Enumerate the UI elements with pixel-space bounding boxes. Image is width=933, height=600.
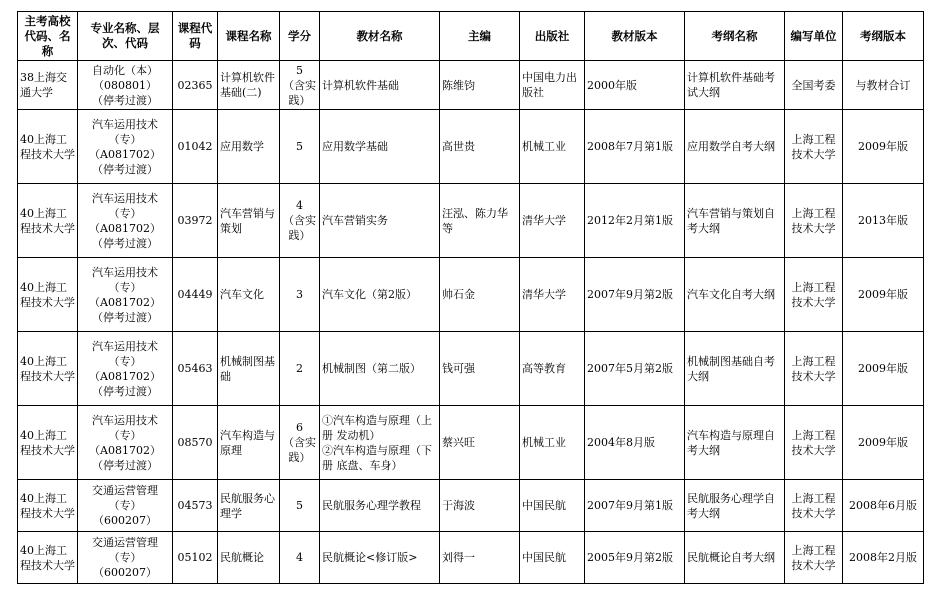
cell-editor: 陈维钧: [440, 61, 520, 110]
table-header-row: [18, 12, 924, 61]
cell-university: 40上海工程技术大学: [18, 406, 78, 480]
cell-syllabus-name: 计算机软件基础考试大纲: [685, 61, 785, 110]
cell-textbook-edition: 2007年9月第1版: [585, 480, 685, 532]
cell-textbook-name: 计算机软件基础: [320, 61, 440, 110]
cell-major: 汽车运用技术（专） （A081702） （停考过渡）: [78, 184, 173, 258]
cell-publisher: 中国民航: [520, 480, 585, 532]
cell-textbook-edition: 2005年9月第2版: [585, 532, 685, 584]
cell-course-name: 机械制图基础: [218, 332, 280, 406]
cell-compiler: 上海工程技术大学: [785, 332, 843, 406]
exam-textbook-table: [17, 11, 924, 584]
cell-credits: 2: [280, 332, 320, 406]
cell-syllabus-edition: 2009年版: [843, 332, 924, 406]
table-row: [18, 480, 924, 532]
cell-compiler: 上海工程技术大学: [785, 406, 843, 480]
table-row: [18, 406, 924, 480]
cell-editor: 于海波: [440, 480, 520, 532]
cell-editor: 高世贵: [440, 110, 520, 184]
cell-syllabus-edition: 2009年版: [843, 110, 924, 184]
cell-compiler: 上海工程技术大学: [785, 480, 843, 532]
cell-editor: 汪泓、陈力华等: [440, 184, 520, 258]
cell-course-code: 04449: [173, 258, 218, 332]
cell-course-code: 04573: [173, 480, 218, 532]
cell-textbook-edition: 2008年7月第1版: [585, 110, 685, 184]
cell-syllabus-edition: 2013年版: [843, 184, 924, 258]
cell-editor: 帅石金: [440, 258, 520, 332]
cell-course-code: 03972: [173, 184, 218, 258]
cell-major: 汽车运用技术（专） （A081702） （停考过渡）: [78, 332, 173, 406]
cell-course-name: 民航服务心理学: [218, 480, 280, 532]
cell-major: 汽车运用技术（专） （A081702） （停考过渡）: [78, 110, 173, 184]
cell-textbook-name: 民航概论<修订版>: [320, 532, 440, 584]
cell-syllabus-edition: 与教材合订: [843, 61, 924, 110]
cell-credits: 4: [280, 532, 320, 584]
table-row: [18, 110, 924, 184]
cell-university: 40上海工程技术大学: [18, 332, 78, 406]
header-publisher: 出版社: [520, 12, 585, 61]
cell-syllabus-name: 汽车营销与策划自考大纲: [685, 184, 785, 258]
cell-publisher: 中国民航: [520, 532, 585, 584]
cell-textbook-edition: 2007年9月第2版: [585, 258, 685, 332]
cell-major: 交通运营管理（专） （600207）: [78, 532, 173, 584]
cell-syllabus-name: 汽车构造与原理自考大纲: [685, 406, 785, 480]
header-major: 专业名称、层次、代码: [78, 12, 173, 61]
cell-publisher: 清华大学: [520, 258, 585, 332]
cell-credits: 5: [280, 110, 320, 184]
header-editor: 主编: [440, 12, 520, 61]
cell-compiler: 全国考委: [785, 61, 843, 110]
cell-credits: 5: [280, 480, 320, 532]
cell-syllabus-name: 机械制图基础自考大纲: [685, 332, 785, 406]
cell-compiler: 上海工程技术大学: [785, 258, 843, 332]
cell-publisher: 清华大学: [520, 184, 585, 258]
cell-course-name: 汽车文化: [218, 258, 280, 332]
exam-textbook-table-container: [17, 11, 924, 584]
header-syllabus-name: 考纲名称: [685, 12, 785, 61]
cell-syllabus-name: 民航概论自考大纲: [685, 532, 785, 584]
cell-major: 自动化（本） （080801） （停考过渡）: [78, 61, 173, 110]
cell-textbook-edition: 2012年2月第1版: [585, 184, 685, 258]
cell-course-code: 01042: [173, 110, 218, 184]
cell-textbook-name: 应用数学基础: [320, 110, 440, 184]
cell-textbook-name: 汽车文化（第2版）: [320, 258, 440, 332]
table-row: [18, 258, 924, 332]
table-row: [18, 532, 924, 584]
header-textbook-edition: 教材版本: [585, 12, 685, 61]
cell-textbook-name: 机械制图（第二版）: [320, 332, 440, 406]
cell-textbook-edition: 2000年版: [585, 61, 685, 110]
cell-course-name: 汽车营销与策划: [218, 184, 280, 258]
cell-syllabus-edition: 2008年2月版: [843, 532, 924, 584]
cell-credits: 6 （含实践）: [280, 406, 320, 480]
header-syllabus-edition: 考纲版本: [843, 12, 924, 61]
cell-course-code: 02365: [173, 61, 218, 110]
cell-publisher: 中国电力出版社: [520, 61, 585, 110]
cell-university: 38上海交通大学: [18, 61, 78, 110]
cell-textbook-name: 民航服务心理学教程: [320, 480, 440, 532]
cell-course-name: 汽车构造与原理: [218, 406, 280, 480]
header-textbook-name: 教材名称: [320, 12, 440, 61]
cell-syllabus-edition: 2009年版: [843, 406, 924, 480]
cell-syllabus-name: 民航服务心理学自考大纲: [685, 480, 785, 532]
cell-course-code: 08570: [173, 406, 218, 480]
cell-compiler: 上海工程技术大学: [785, 184, 843, 258]
cell-university: 40上海工程技术大学: [18, 480, 78, 532]
table-row: [18, 184, 924, 258]
cell-credits: 4 （含实践）: [280, 184, 320, 258]
cell-textbook-name: 汽车营销实务: [320, 184, 440, 258]
cell-textbook-edition: 2007年5月第2版: [585, 332, 685, 406]
cell-major: 汽车运用技术（专） （A081702） （停考过渡）: [78, 406, 173, 480]
cell-credits: 5 （含实践）: [280, 61, 320, 110]
cell-credits: 3: [280, 258, 320, 332]
cell-university: 40上海工程技术大学: [18, 110, 78, 184]
cell-course-name: 应用数学: [218, 110, 280, 184]
cell-course-name: 民航概论: [218, 532, 280, 584]
cell-major: 汽车运用技术（专） （A081702） （停考过渡）: [78, 258, 173, 332]
cell-syllabus-name: 应用数学自考大纲: [685, 110, 785, 184]
cell-course-code: 05102: [173, 532, 218, 584]
table-row: [18, 61, 924, 110]
cell-compiler: 上海工程技术大学: [785, 532, 843, 584]
cell-textbook-name: ①汽车构造与原理（上册 发动机） ②汽车构造与原理（下册 底盘、车身）: [320, 406, 440, 480]
cell-textbook-edition: 2004年8月版: [585, 406, 685, 480]
cell-editor: 钱可强: [440, 332, 520, 406]
cell-publisher: 机械工业: [520, 110, 585, 184]
table-row: [18, 332, 924, 406]
cell-syllabus-edition: 2008年6月版: [843, 480, 924, 532]
cell-syllabus-edition: 2009年版: [843, 258, 924, 332]
header-course-code: 课程代码: [173, 12, 218, 61]
header-university: 主考高校代码、名称: [18, 12, 78, 61]
cell-course-code: 05463: [173, 332, 218, 406]
cell-compiler: 上海工程技术大学: [785, 110, 843, 184]
cell-university: 40上海工程技术大学: [18, 184, 78, 258]
header-course-name: 课程名称: [218, 12, 280, 61]
cell-publisher: 机械工业: [520, 406, 585, 480]
cell-major: 交通运营管理（专） （600207）: [78, 480, 173, 532]
cell-syllabus-name: 汽车文化自考大纲: [685, 258, 785, 332]
cell-university: 40上海工程技术大学: [18, 532, 78, 584]
header-credits: 学分: [280, 12, 320, 61]
cell-editor: 刘得一: [440, 532, 520, 584]
cell-course-name: 计算机软件基础(二): [218, 61, 280, 110]
cell-university: 40上海工程技术大学: [18, 258, 78, 332]
cell-editor: 蔡兴旺: [440, 406, 520, 480]
cell-publisher: 高等教育: [520, 332, 585, 406]
header-compiler: 编写单位: [785, 12, 843, 61]
